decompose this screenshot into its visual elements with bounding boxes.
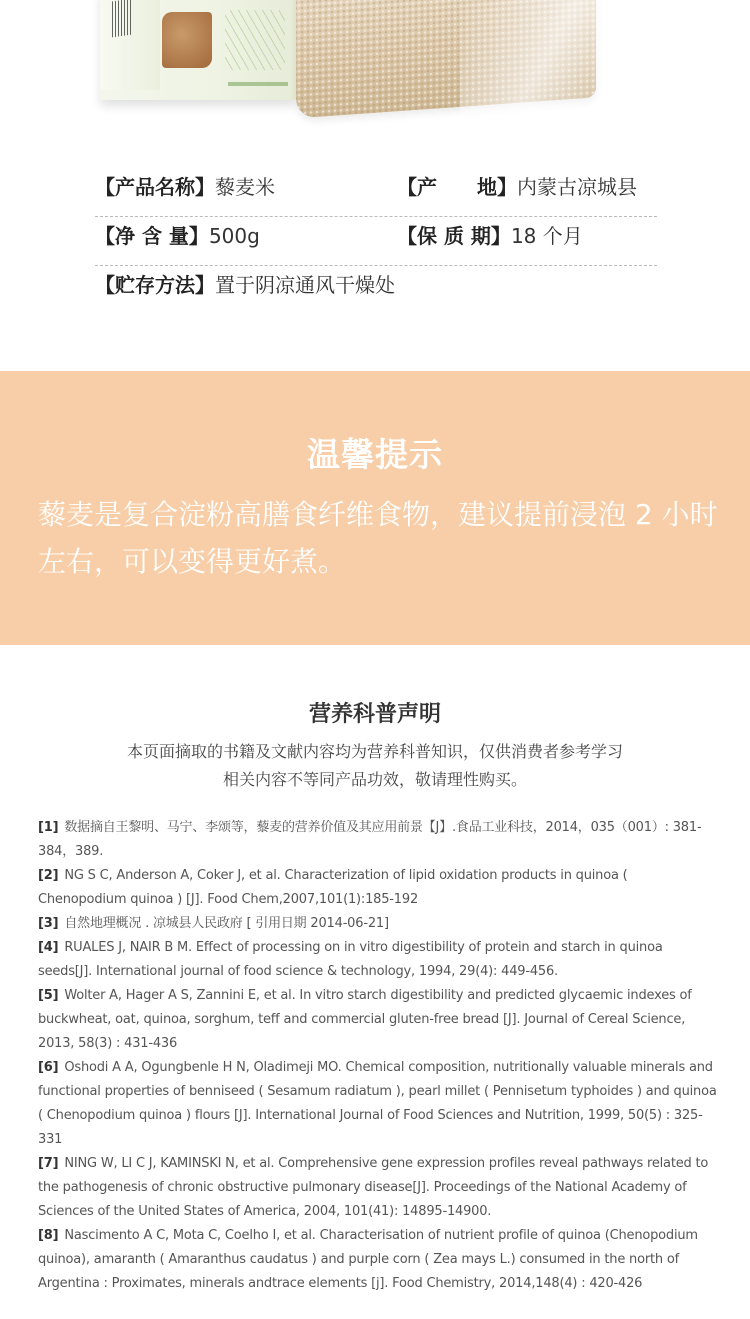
statement-line: 相关内容不等同产品功效，敬请理性购买。 — [222, 770, 527, 789]
spec-value: 藜麦米 — [215, 175, 275, 199]
reference-number: [6] — [38, 1060, 59, 1075]
statement-text — [75, 738, 675, 794]
reference-item — [38, 984, 718, 1056]
reference-text: Wolter A, Hager A S, Zannini E, et al. In vitro starch digestibility and predicted glycaemic indexes of buckwheat, oat, quinoa, sorghum, teff and commercial gluten-free bread [J]. Journal of Cereal Science, 2013, 58(3) : 431-436 — [38, 988, 692, 1051]
reference-number: [8] — [38, 1228, 59, 1243]
reference-number: [7] — [38, 1156, 59, 1171]
bag-shine-graphic — [460, 0, 600, 115]
reference-list — [38, 816, 718, 1296]
reference-text: 数据摘自王黎明、马宁、李颂等，藜麦的营养价值及其应用前景【J】.食品工业科技，2014，035（001）: 381-384，389. — [38, 820, 702, 859]
spec-value: 18 个月 — [510, 224, 583, 248]
spec-value: 500g — [208, 224, 260, 248]
reference-number: [1] — [38, 820, 59, 835]
reference-item — [38, 912, 718, 936]
reference-item — [38, 1224, 718, 1296]
reference-number: [3] — [38, 916, 59, 931]
reference-item — [38, 1152, 718, 1224]
spec-row — [95, 266, 657, 314]
box-window-graphic — [162, 12, 212, 68]
reference-item — [38, 1056, 718, 1152]
reference-text: 自然地理概况 . 凉城县人民政府 [ 引用日期 2014-06-21] — [64, 916, 389, 931]
spec-product-name — [95, 171, 275, 200]
spec-storage — [95, 269, 395, 298]
box-pattern-graphic — [225, 10, 285, 70]
reference-item — [38, 864, 718, 912]
spec-origin — [397, 171, 637, 200]
spec-key: 【保 质 期】 — [397, 224, 511, 248]
spec-key: 【贮存方法】 — [95, 273, 215, 297]
reference-text: Oshodi A A, Ogungbenle H N, Oladimeji MO. Chemical composition, nutritionally valuable minerals and functional properties of benniseed ( Sesamum radiatum ), pearl millet ( Pennisetum typhoides ) and quinoa ( Chenopodium quinoa ) flours [J]. International Journal of Food Sciences and Nutrition, 1999, 50(5) : 325-331 — [38, 1060, 717, 1147]
product-photo — [0, 0, 750, 130]
spec-value: 置于阴凉通风干燥处 — [215, 273, 395, 297]
warm-tip-text: 藜麦是复合淀粉高膳食纤维食物，建议提前浸泡 2 小时左右，可以变得更好煮。 — [38, 498, 718, 578]
spec-shelf-life — [397, 220, 583, 249]
spec-value: 内蒙古凉城县 — [517, 175, 637, 199]
spec-net-weight — [95, 220, 260, 249]
spec-row — [95, 168, 657, 217]
spec-row — [95, 217, 657, 266]
spec-key: 【产品名称】 — [95, 175, 215, 199]
reference-text: Nascimento A C, Mota C, Coelho I, et al. Characterisation of nutrient profile of quinoa (Chenopodium quinoa), amaranth ( Amaranthus caudatus ) and purple corn ( Zea mays L.) consumed in the north of Argentina : Proximates, minerals andtrace elements [j]. Food Chemistry, 2014,148(4) : 420-426 — [38, 1228, 698, 1291]
product-spec-table — [95, 168, 657, 314]
warm-tip-title: 温馨提示 — [307, 435, 443, 474]
spec-key: 【净 含 量】 — [95, 224, 209, 248]
reference-text: RUALES J, NAIR B M. Effect of processing on in vitro digestibility of protein and starch in quinoa seeds[J]. International journal of food science & technology, 1994, 29(4): 449-456. — [38, 940, 663, 979]
reference-text: NING W, LI C J, KAMINSKI N, et al. Comprehensive gene expression profiles reveal pathways related to the pathogenesis of chronic obstructive pulmonary disease[J]. Proceedings of the National Academy of Sciences of the United States of America, 2004, 101(41): 14895-14900. — [38, 1156, 709, 1219]
reference-item — [38, 816, 718, 864]
reference-text: NG S C, Anderson A, Coker J, et al. Characterization of lipid oxidation products in quinoa ( Chenopodium quinoa ) [J]. Food Chem,2007,101(1):185-192 — [38, 868, 628, 907]
warm-tip-banner — [0, 371, 750, 645]
statement-line: 本页面摘取的书籍及文献内容均为营养科普知识，仅供消费者参考学习 — [126, 742, 623, 761]
reference-number: [5] — [38, 988, 59, 1003]
reference-item — [38, 936, 718, 984]
statement-title: 营养科普声明 — [308, 702, 441, 727]
spec-key: 【产 地】 — [397, 175, 517, 199]
barcode-graphic — [112, 0, 132, 37]
reference-number: [2] — [38, 868, 59, 883]
box-label-graphic — [228, 82, 288, 86]
reference-number: [4] — [38, 940, 59, 955]
